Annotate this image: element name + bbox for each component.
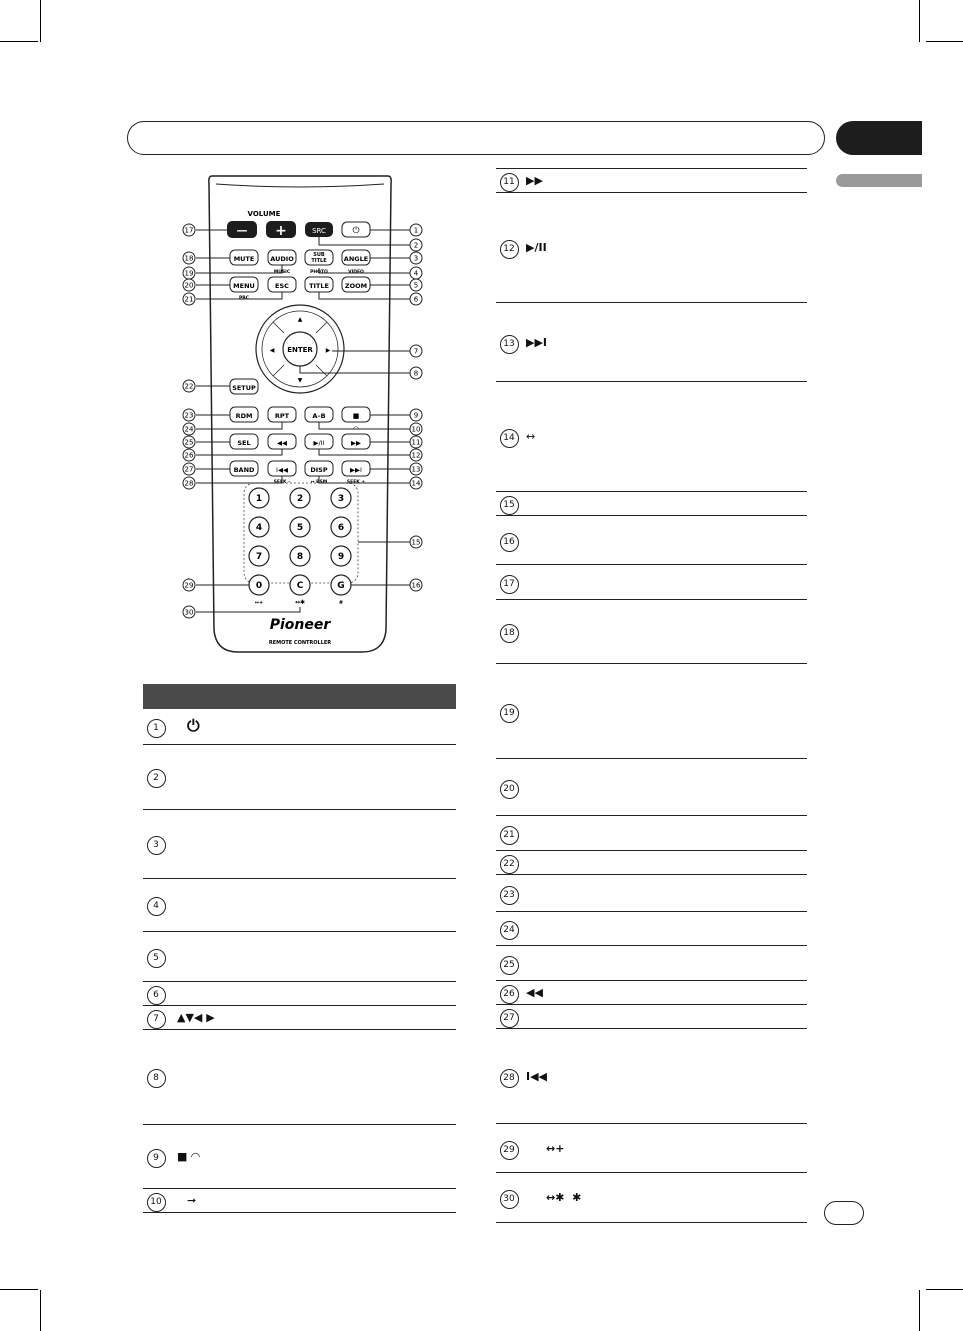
svg-text:ANGLE: ANGLE (343, 255, 369, 263)
svg-text:4: 4 (255, 523, 263, 533)
dpad-left-icon: ◀ (269, 347, 275, 354)
model-label: REMOTE CONTROLLER (268, 640, 332, 646)
next-icon: ▶▶I (522, 303, 807, 382)
table-row (496, 1005, 807, 1029)
arrow-keys-icon: ▲▼◀ ▶ (169, 1005, 456, 1029)
table-row (496, 1173, 807, 1223)
row-number: 21 (500, 826, 519, 845)
svg-text:25: 25 (184, 438, 194, 447)
svg-text:27: 27 (184, 465, 194, 474)
row-number: 30 (500, 1190, 519, 1209)
table-row (143, 1029, 456, 1124)
crop-mark (40, 0, 41, 42)
svg-text:1: 1 (255, 494, 263, 504)
svg-text:11: 11 (411, 438, 421, 447)
rewind-icon: ◀◀ (522, 981, 807, 1005)
svg-text:—: — (236, 224, 248, 237)
row-number: 5 (147, 949, 166, 968)
row-number: 15 (500, 496, 519, 515)
svg-text:9: 9 (337, 552, 345, 562)
svg-text:8: 8 (413, 369, 419, 378)
phone-icon: ◠ (352, 425, 360, 433)
row-number: 7 (147, 1010, 166, 1029)
row-number: 17 (500, 575, 519, 594)
svg-text:9: 9 (413, 411, 419, 420)
row-number: 25 (500, 956, 519, 975)
svg-text:12: 12 (411, 451, 421, 460)
svg-text:+: + (275, 223, 287, 239)
table-header (143, 684, 456, 709)
table-row (496, 565, 807, 600)
row-number: 9 (147, 1149, 166, 1168)
arrow-right-icon: ➞ (169, 1188, 456, 1212)
svg-text:29: 29 (184, 581, 194, 590)
table-row (143, 878, 456, 931)
svg-text:30: 30 (184, 608, 194, 617)
svg-text:19: 19 (184, 269, 194, 278)
row-number: 29 (500, 1141, 519, 1160)
svg-text:18: 18 (184, 254, 194, 263)
previous-icon: I◀◀ (276, 466, 288, 474)
page-number-badge (824, 1201, 864, 1225)
svg-text:SEL: SEL (237, 439, 251, 447)
row-number: 14 (500, 429, 519, 448)
svg-text:PBC: PBC (238, 296, 250, 301)
svg-text:7: 7 (255, 552, 263, 562)
fast-forward-icon: ▶▶ (522, 169, 807, 193)
svg-text:A–B: A–B (312, 412, 326, 420)
svg-text:SRC: SRC (312, 227, 326, 235)
row-number: 6 (147, 986, 166, 1005)
table-row (496, 516, 807, 565)
section-header-bar (127, 121, 825, 155)
table-row (143, 709, 456, 744)
table-row (496, 303, 807, 382)
table-row (496, 600, 807, 664)
svg-text:C: C (296, 581, 304, 591)
row-number: 22 (500, 855, 519, 874)
svg-text:SEEK +: SEEK + (346, 480, 366, 485)
table-row (143, 809, 456, 878)
row-number: 10 (147, 1193, 166, 1212)
bidirectional-arrow-icon: ↔ (522, 382, 807, 492)
svg-text:ESC: ESC (275, 282, 289, 290)
svg-text:28: 28 (184, 479, 194, 488)
language-tab (836, 174, 922, 187)
row-number: 2 (147, 769, 166, 788)
row-number: 4 (147, 897, 166, 916)
row-number: 27 (500, 1009, 519, 1028)
table-row (496, 946, 807, 981)
power-icon: ⏻ (169, 709, 456, 744)
button-table-right (496, 168, 807, 1223)
svg-text:15: 15 (411, 538, 421, 547)
svg-text:G: G (337, 581, 345, 591)
chapter-tab (836, 121, 922, 155)
volume-label: VOLUME (247, 210, 281, 218)
row-number: 8 (147, 1069, 166, 1088)
svg-text:26: 26 (184, 451, 194, 460)
svg-text:#: # (338, 600, 344, 606)
table-row (496, 382, 807, 492)
table-row (496, 912, 807, 946)
svg-text:22: 22 (184, 382, 194, 391)
svg-text:5: 5 (296, 523, 304, 533)
svg-text:5: 5 (413, 281, 419, 290)
svg-text:4: 4 (413, 269, 419, 278)
svg-text:16: 16 (411, 581, 421, 590)
svg-text:TITLE: TITLE (311, 258, 327, 264)
crop-mark (919, 0, 920, 42)
dpad-right-icon: ▶ (325, 347, 331, 354)
svg-text:MUSIC: MUSIC (273, 270, 291, 275)
row-number: 26 (500, 985, 519, 1004)
svg-text:6: 6 (413, 295, 419, 304)
table-row (496, 1124, 807, 1173)
svg-text:SEEK –: SEEK – (273, 480, 291, 485)
svg-text:MENU: MENU (233, 282, 255, 290)
table-row (496, 1029, 807, 1124)
fast-forward-icon: ▶▶ (351, 439, 361, 447)
table-row (143, 1188, 456, 1212)
svg-text:ENTER: ENTER (287, 346, 313, 354)
arrow-asterisk-icon: ↔✱ ✱ (522, 1173, 807, 1223)
row-number: 12 (500, 240, 519, 259)
stop-phone-icon: ■ ◠ (169, 1124, 456, 1188)
brand-logo: Pioneer (269, 617, 331, 633)
svg-text:↔✱: ↔✱ (294, 599, 306, 606)
svg-text:23: 23 (184, 411, 194, 420)
play-pause-icon: ▶/II (313, 439, 325, 447)
svg-text:2: 2 (296, 494, 304, 504)
table-row (143, 1124, 456, 1188)
svg-text:SUB: SUB (313, 252, 325, 258)
svg-text:↔+: ↔+ (254, 600, 264, 606)
table-row (143, 931, 456, 981)
crop-mark (40, 1290, 41, 1331)
svg-text:21: 21 (184, 295, 194, 304)
remote-control-illustration (180, 170, 440, 670)
next-icon: ▶▶I (350, 466, 362, 474)
svg-text:↔ BSM: ↔ BSM (310, 480, 328, 485)
row-number: 3 (147, 836, 166, 855)
table-row (496, 875, 807, 912)
row-number: 16 (500, 533, 519, 552)
arrow-plus-icon: ↔+ (522, 1124, 807, 1173)
svg-text:MUTE: MUTE (233, 255, 255, 263)
row-number: 1 (147, 719, 166, 738)
svg-text:BAND: BAND (233, 466, 255, 474)
play-pause-icon: ▶/II (522, 193, 807, 303)
svg-text:8: 8 (296, 552, 304, 562)
svg-text:2: 2 (413, 241, 419, 250)
svg-text:SETUP: SETUP (232, 384, 256, 392)
svg-text:0: 0 (255, 581, 263, 591)
power-icon: ⏻ (352, 226, 360, 236)
table-row (496, 193, 807, 303)
stop-icon: ■ (352, 412, 360, 420)
svg-text:VIDEO: VIDEO (348, 270, 364, 275)
table-row (496, 169, 807, 193)
table-row (496, 851, 807, 875)
svg-text:20: 20 (184, 281, 194, 290)
table-row (143, 1005, 456, 1029)
crop-mark (926, 1289, 963, 1290)
svg-text:TITLE: TITLE (309, 282, 329, 290)
rewind-icon: ◀◀ (277, 439, 287, 447)
table-row (143, 981, 456, 1005)
table-row (496, 664, 807, 759)
svg-text:17: 17 (184, 226, 194, 235)
svg-text:14: 14 (411, 479, 421, 488)
row-number: 11 (500, 173, 519, 192)
crop-mark (926, 41, 963, 42)
table-row (496, 759, 807, 816)
svg-text:6: 6 (337, 523, 345, 533)
svg-text:3: 3 (413, 254, 419, 263)
svg-text:13: 13 (411, 465, 421, 474)
svg-text:AUDIO: AUDIO (270, 255, 294, 263)
button-table-left (143, 684, 456, 1213)
previous-icon: I◀◀ (522, 1029, 807, 1124)
row-number: 20 (500, 780, 519, 799)
table-row (143, 744, 456, 809)
row-number: 18 (500, 624, 519, 643)
row-number: 19 (500, 704, 519, 723)
row-number: 13 (500, 335, 519, 354)
table-row (496, 981, 807, 1005)
svg-text:7: 7 (413, 347, 419, 356)
svg-text:DISP: DISP (310, 466, 328, 474)
crop-mark (0, 1289, 38, 1290)
row-number: 23 (500, 886, 519, 905)
svg-text:ZOOM: ZOOM (344, 282, 368, 290)
row-number: 28 (500, 1069, 519, 1088)
crop-mark (0, 41, 38, 42)
svg-text:PHOTO: PHOTO (310, 270, 328, 275)
table-row (496, 492, 807, 516)
svg-text:3: 3 (337, 494, 345, 504)
row-number: 24 (500, 921, 519, 940)
dpad-down-icon: ▼ (297, 377, 303, 384)
svg-text:1: 1 (413, 226, 419, 235)
svg-text:RPT: RPT (274, 412, 290, 420)
crop-mark (919, 1290, 920, 1331)
dpad-up-icon: ▲ (297, 316, 303, 323)
svg-text:10: 10 (411, 425, 421, 434)
table-row (496, 816, 807, 851)
svg-text:24: 24 (184, 425, 194, 434)
svg-text:RDM: RDM (235, 412, 253, 420)
